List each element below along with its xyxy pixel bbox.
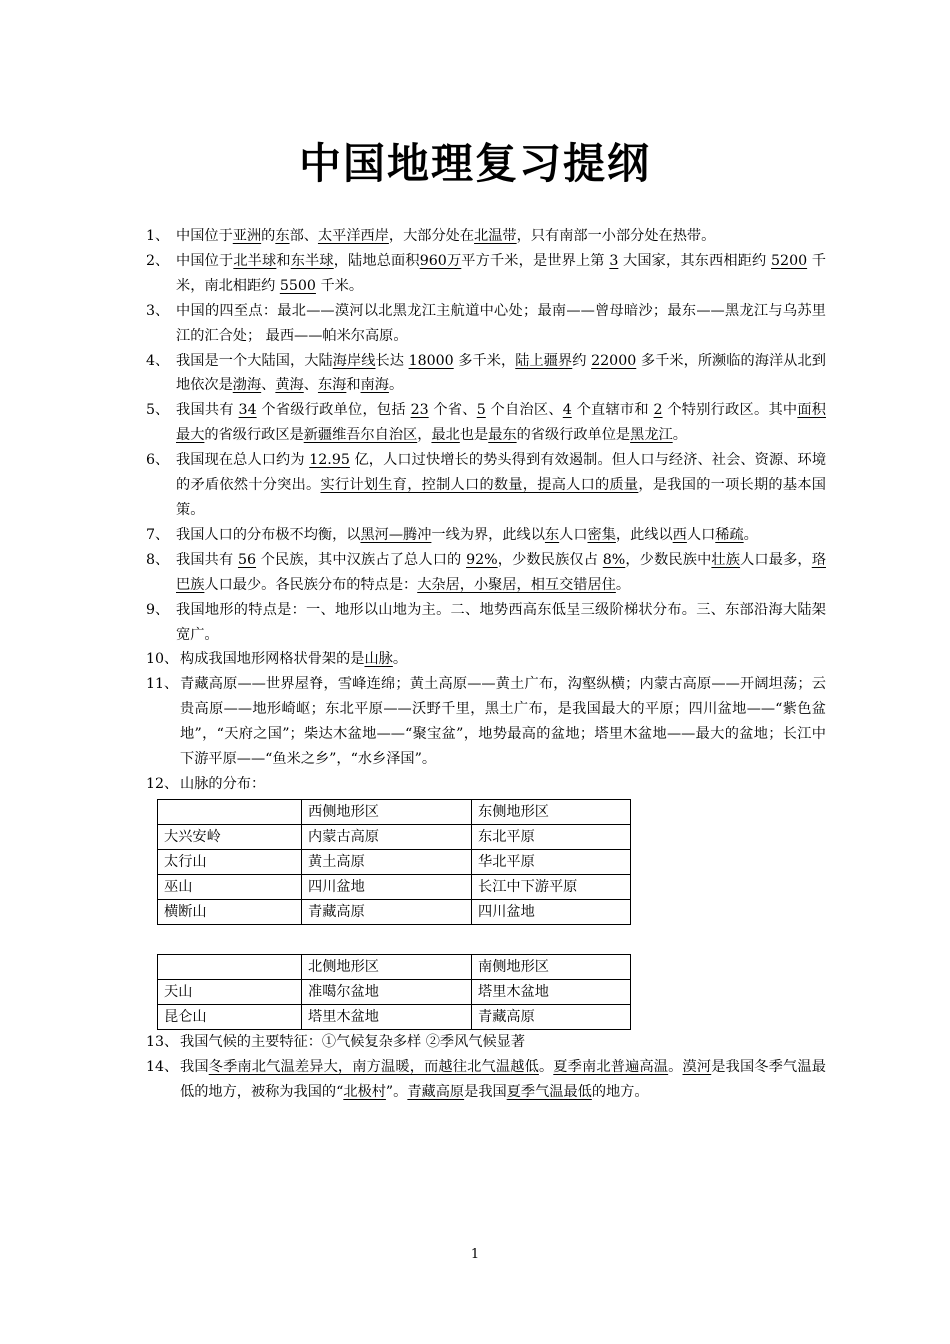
text-segment: 千米，南北相距约 <box>176 252 826 294</box>
page-number: 1 <box>470 1247 480 1262</box>
text-segment: 。 <box>672 427 687 444</box>
item-text <box>180 1055 826 1105</box>
item-text <box>176 249 826 299</box>
underlined-answer: 5500 <box>279 277 316 294</box>
text-segment: 我国是一个大陆国，大陆 <box>176 352 333 369</box>
outline-item <box>146 349 826 399</box>
text-segment: 。 <box>388 377 404 394</box>
underlined-answer: 珞巴族 <box>176 551 826 593</box>
text-segment: 中国位于 <box>176 228 233 244</box>
table-row <box>158 1004 631 1029</box>
underlined-answer: 960万 <box>419 252 462 269</box>
underlined-answer: 8% <box>602 551 626 568</box>
mountain-table-north-south <box>157 954 631 1030</box>
text-segment: 个民族，其中汉族占了总人口的 <box>256 551 467 568</box>
underlined-answer: 东 <box>275 228 290 244</box>
table-cell: 塔里木盆地 <box>472 979 631 1004</box>
table-cell: 昆仑山 <box>158 1004 302 1029</box>
text-segment: ，陆地总面积 <box>333 252 420 269</box>
underlined-answer: 南海 <box>360 377 389 394</box>
item-text <box>176 598 826 648</box>
table-cell: 东北平原 <box>472 824 631 849</box>
text-segment: 个特别行政区。其中 <box>662 402 798 419</box>
text-segment: ，只有南部一小部分处在热带。 <box>516 228 716 244</box>
text-segment: 山脉的分布： <box>180 775 266 792</box>
outline-item <box>146 523 826 548</box>
text-segment: 我国气候的主要特征：①气候复杂多样 ②季风气候显著 <box>180 1033 526 1050</box>
underlined-answer: 北极村 <box>343 1083 386 1100</box>
underlined-answer: 密集 <box>587 526 616 543</box>
item-text <box>176 398 826 448</box>
underlined-answer: 5200 <box>771 252 808 269</box>
text-segment: ，少数民族仅占 <box>497 551 603 568</box>
item-number: 1、 <box>146 228 170 244</box>
underlined-answer: 北半球 <box>233 252 277 269</box>
text-segment: 、 <box>261 377 276 394</box>
text-segment: 和 <box>346 377 361 394</box>
underlined-answer: 亚洲 <box>232 228 262 244</box>
text-segment: 构成我国地形网格状骨架的是 <box>180 651 365 668</box>
text-segment: 我国现在总人口约为 <box>176 452 310 469</box>
outline-item <box>146 224 826 249</box>
underlined-answer: 4 <box>562 402 572 419</box>
underlined-answer: 青藏高原 <box>407 1083 465 1100</box>
item-number: 10、 <box>146 651 179 668</box>
item-number: 4、 <box>146 352 170 369</box>
underlined-answer: 稀疏 <box>715 526 744 543</box>
table-cell: 南侧地形区 <box>472 954 631 979</box>
underlined-answer: 夏季气温最低 <box>506 1083 592 1100</box>
text-segment: 长达 <box>375 352 409 369</box>
text-segment: 我国地形的特点是：一、地形以山地为主。二、地势西高东低呈三级阶梯状分布。三、东部沿海大陆架宽广。 <box>176 601 826 643</box>
outline-item <box>146 1030 826 1055</box>
text-segment: 。 <box>743 526 758 543</box>
text-segment: ，少数民族中 <box>625 551 712 568</box>
underlined-answer: 山脉 <box>364 651 393 668</box>
underlined-answer: 海岸线 <box>332 352 376 369</box>
text-segment: 中国的四至点：最北——漠河以北黑龙江主航道中心处；最南——曾母暗沙；最东——黑龙江与乌苏里江的汇合处； 最西——帕米尔高原。 <box>176 302 826 344</box>
underlined-answer: 东 <box>544 526 560 543</box>
underlined-answer: 夏季南北普遍高温 <box>553 1058 669 1075</box>
item-text <box>176 548 826 598</box>
item-text <box>176 448 826 523</box>
underlined-answer: 陆上疆界 <box>515 352 573 369</box>
underlined-answer: 壮族 <box>711 551 741 568</box>
text-segment: 也是 <box>459 427 489 444</box>
underlined-answer: 92% <box>466 551 498 568</box>
text-segment: 。 <box>615 576 631 593</box>
text-segment: 平方千米，是世界上第 <box>461 252 610 269</box>
underlined-answer: 黄海 <box>275 377 304 394</box>
table-cell: 大兴安岭 <box>158 824 302 849</box>
text-segment: 我国共有 <box>176 551 238 568</box>
item-text <box>180 1030 826 1055</box>
underlined-answer: 最东 <box>488 427 517 444</box>
outline-item <box>146 299 826 349</box>
text-segment: 的省级行政区是 <box>204 427 304 444</box>
text-segment: 的省级行政单位是 <box>516 427 631 444</box>
table-cell: 四川盆地 <box>302 874 472 899</box>
text-segment: 我国人口的分布极不均衡，以 <box>176 526 361 543</box>
text-segment: ”。 <box>385 1083 408 1100</box>
document-title: 中国地理复习提纲 <box>298 139 651 188</box>
underlined-answer: 东半球 <box>290 252 334 269</box>
item-number: 5、 <box>146 402 170 419</box>
table-row <box>158 849 631 874</box>
text-segment: 人口 <box>559 526 588 543</box>
underlined-answer: 18000 <box>408 352 454 369</box>
item-number: 8、 <box>146 551 170 568</box>
text-segment: 。 <box>538 1058 554 1075</box>
text-segment: 我国共有 <box>176 402 239 419</box>
underlined-answer: 黑河—腾冲 <box>360 526 432 543</box>
text-segment: 的 <box>261 228 276 244</box>
text-segment: ， <box>417 427 432 444</box>
table-cell: 长江中下游平原 <box>472 874 631 899</box>
outline-items <box>146 224 826 797</box>
underlined-answer: 西 <box>672 526 687 543</box>
underlined-answer: 东海 <box>317 377 347 394</box>
text-segment: 人口最少。各民族分布的特点是： <box>204 576 418 593</box>
text-segment: 。 <box>668 1058 683 1075</box>
item-text <box>176 299 826 349</box>
table-cell <box>158 954 302 979</box>
underlined-answer: 34 <box>238 402 257 419</box>
table-gap <box>146 925 826 952</box>
text-segment: 部、 <box>289 228 318 244</box>
table-header-row <box>158 799 631 824</box>
table-cell: 塔里木盆地 <box>302 1004 472 1029</box>
item-text <box>176 349 826 399</box>
table-cell: 西侧地形区 <box>302 799 472 824</box>
text-segment: 人口 <box>686 526 716 543</box>
underlined-answer: 3 <box>609 252 619 269</box>
item-number: 6、 <box>146 452 170 469</box>
underlined-answer: 北温带 <box>474 228 517 244</box>
item-text <box>180 647 826 672</box>
table-cell: 内蒙古高原 <box>302 824 472 849</box>
outline-item <box>146 1055 826 1105</box>
text-segment: 、 <box>303 377 318 394</box>
text-segment: 和 <box>276 252 291 269</box>
item-number: 9、 <box>146 601 170 618</box>
outline-item <box>146 249 826 299</box>
outline-item <box>146 398 826 448</box>
text-segment: 亿，人口过快增长的势头得到有效遏制。但人口与经济、社会、资源、环境的矛盾依然十分突出。 <box>176 452 827 494</box>
table-cell: 天山 <box>158 979 302 1004</box>
underlined-answer: 23 <box>410 402 429 419</box>
underlined-answer: 渤海 <box>232 377 262 394</box>
table-cell: 东侧地形区 <box>472 799 631 824</box>
item-text <box>180 772 826 797</box>
table-row <box>158 899 631 924</box>
item-text <box>176 224 826 249</box>
table-cell <box>158 799 302 824</box>
text-segment: 一线为界，此线以 <box>431 526 545 543</box>
text-segment: ，此线以 <box>615 526 673 543</box>
table-cell: 青藏高原 <box>472 1004 631 1029</box>
item-number: 2、 <box>146 252 170 269</box>
table-cell: 太行山 <box>158 849 302 874</box>
underlined-answer: 面积最大 <box>176 402 826 444</box>
underlined-answer: 黑龙江 <box>630 427 673 444</box>
table-header-row <box>158 954 631 979</box>
underlined-answer: 实行计划生育，控制人口的数量，提高人口的质量 <box>320 477 639 494</box>
text-segment: 人口最多， <box>740 551 812 568</box>
table-row <box>158 874 631 899</box>
underlined-answer: 56 <box>238 551 257 568</box>
underlined-answer: 大杂居，小聚居，相互交错居住 <box>417 576 616 593</box>
item-number: 7、 <box>146 526 170 543</box>
underlined-answer: 新疆维吾尔自治区 <box>303 427 418 444</box>
text-segment: ，大部分处在 <box>388 228 475 244</box>
underlined-answer: 冬季南北气温差异大，南方温暖，而越往北气温越低 <box>208 1058 539 1075</box>
underlined-answer: 太平洋西岸 <box>317 228 389 244</box>
text-segment: 个自治区、 <box>485 402 563 419</box>
outline-item <box>146 598 826 648</box>
item-number: 3、 <box>146 302 170 319</box>
text-segment: 。 <box>392 651 408 668</box>
text-segment: 中国位于 <box>176 252 234 269</box>
text-segment: ，是我国的一项长期的基本国策。 <box>176 477 826 518</box>
outline-item <box>146 448 826 523</box>
text-segment: 千米。 <box>315 277 364 294</box>
item-number: 13、 <box>146 1033 179 1050</box>
text-segment: 约 <box>572 352 592 369</box>
table-cell: 横断山 <box>158 899 302 924</box>
underlined-answer: 漠河 <box>682 1058 712 1075</box>
underlined-answer: 最北 <box>431 427 460 444</box>
table-cell: 青藏高原 <box>302 899 472 924</box>
table-cell: 黄土高原 <box>302 849 472 874</box>
underlined-answer: 22000 <box>591 352 637 369</box>
text-segment: 多千米，所濒临的海洋从北到地依次是 <box>176 352 826 394</box>
text-segment: 大国家，其东西相距约 <box>618 252 772 269</box>
text-segment: 的地方。 <box>591 1083 649 1100</box>
item-number: 14、 <box>146 1058 179 1075</box>
outline-item <box>146 548 826 598</box>
item-text <box>180 672 826 772</box>
underlined-answer: 12.95 <box>309 452 350 469</box>
text-segment: 个省、 <box>428 402 477 419</box>
table-cell: 北侧地形区 <box>302 954 472 979</box>
outline-item <box>146 772 826 797</box>
table-row <box>158 979 631 1004</box>
mountain-table-west-east <box>157 799 631 925</box>
outline-items-continued <box>146 1030 826 1105</box>
text-segment: 个省级行政单位，包括 <box>256 402 411 419</box>
item-text <box>176 523 826 548</box>
table-row <box>158 824 631 849</box>
underlined-answer: 2 <box>653 402 663 419</box>
item-number: 12、 <box>146 775 179 792</box>
table-cell: 华北平原 <box>472 849 631 874</box>
text-segment: 青藏高原——世界屋脊，雪峰连绵；黄土高原——黄土广布，沟壑纵横；内蒙古高原——开阔坦荡；云贵高原——地形崎岖；东北平原——沃野千里，黑土广布，是我国最大的平原；四川盆地——“紫色盆地”，“天府之国”；柴达木盆地——“聚宝盆”，地势最高的盆地；塔里木盆地——最大的盆地；长江中下游平原——“鱼米之乡”，“水乡泽国”。 <box>180 676 826 768</box>
text-segment: 我国 <box>180 1058 209 1075</box>
item-number: 11、 <box>146 676 179 693</box>
text-segment: 个直辖市和 <box>571 402 654 419</box>
text-segment: 多千米， <box>453 352 516 369</box>
underlined-answer: 5 <box>476 402 486 419</box>
table-cell: 巫山 <box>158 874 302 899</box>
outline-item <box>146 647 826 672</box>
table-cell: 四川盆地 <box>472 899 631 924</box>
text-segment: 是我国冬季气温最低的地方，被称为我国的“ <box>180 1058 826 1100</box>
text-segment: 是我国 <box>464 1083 507 1100</box>
table-cell: 准噶尔盆地 <box>302 979 472 1004</box>
outline-item <box>146 672 826 772</box>
outline-list <box>146 224 826 1105</box>
